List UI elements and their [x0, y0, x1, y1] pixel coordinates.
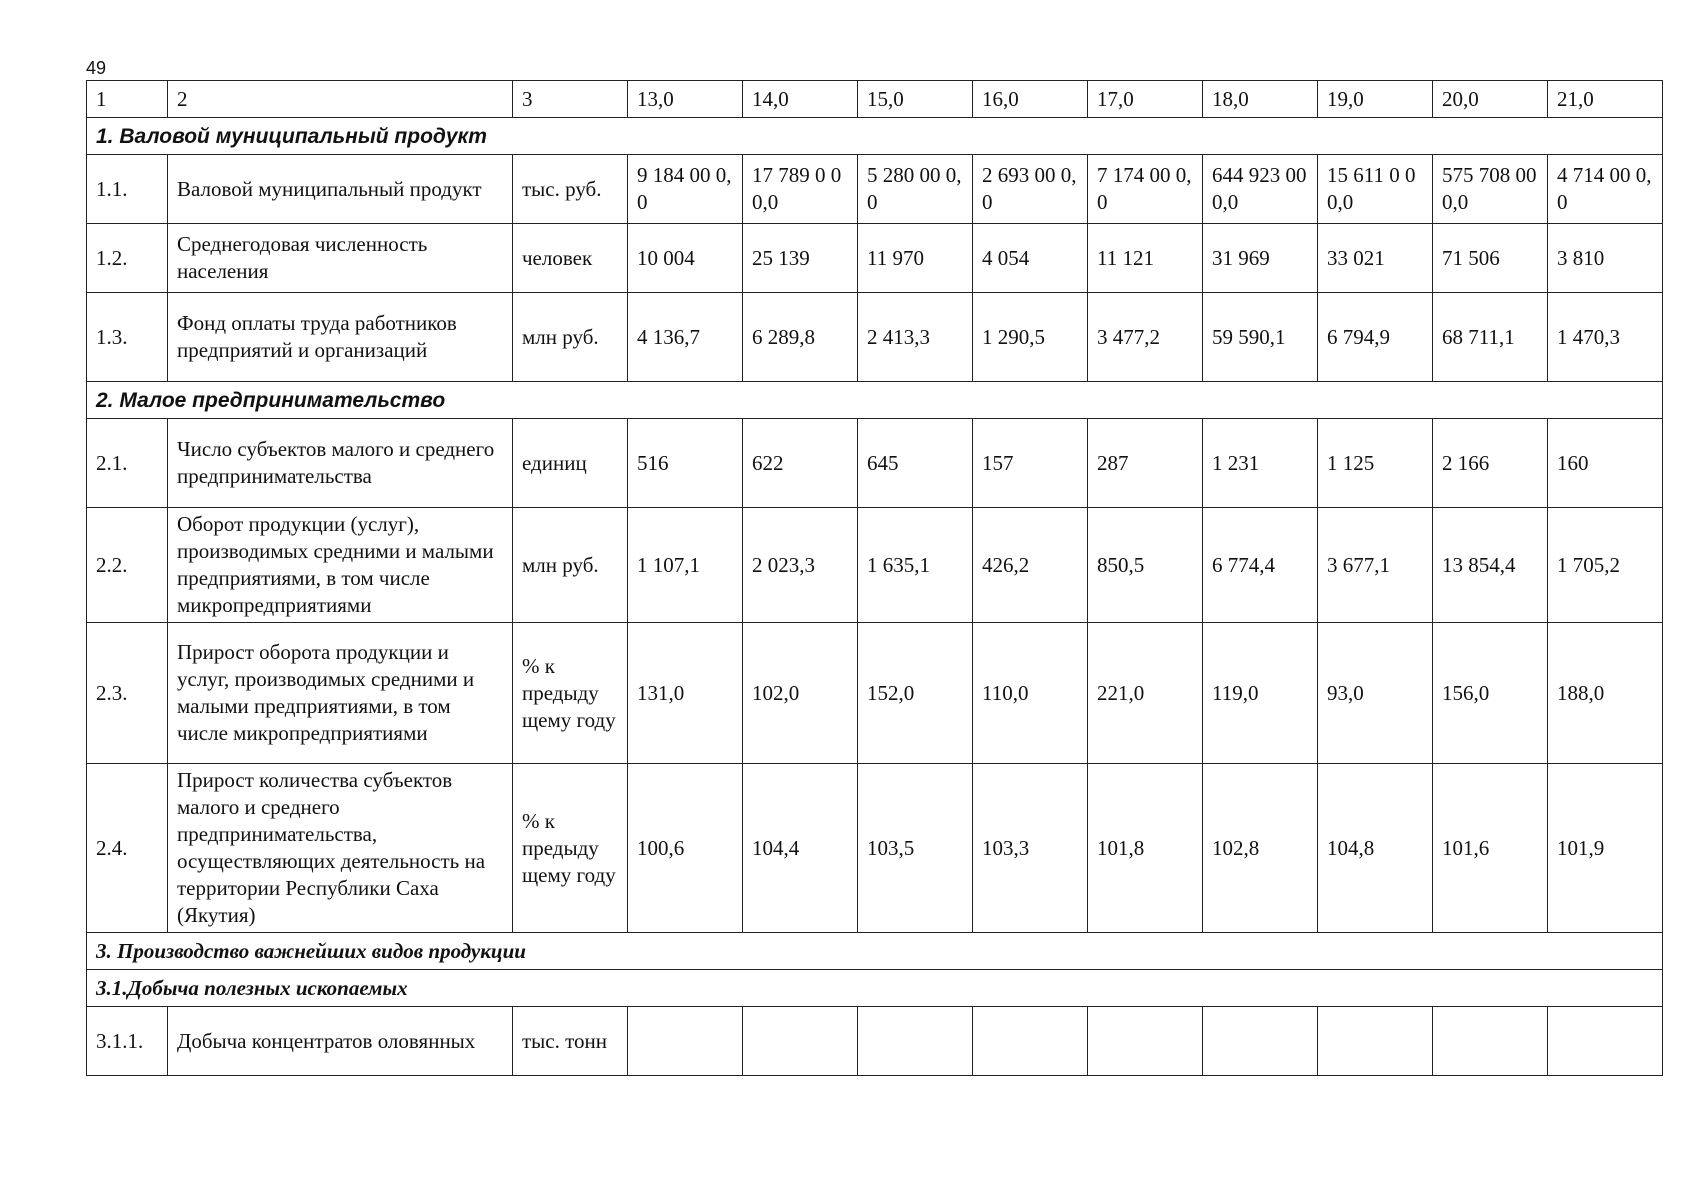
value-cell: 156,0	[1433, 623, 1548, 764]
indicator-name: Оборот продукции (услуг), производимых средними и малыми предприятиями, в том числе микропредприятиями	[168, 508, 513, 623]
value-cell: 15 611 0 00,0	[1318, 155, 1433, 224]
value-cell: 102,0	[743, 623, 858, 764]
indicator-name: Среднегодовая численность населения	[168, 224, 513, 293]
indicator-name: Прирост количества субъектов малого и среднего предпринимательства, осуществляющих деятельность на территории Республики Саха (Якутия)	[168, 764, 513, 933]
row-number: 2.2.	[87, 508, 168, 623]
indicator-name: Фонд оплаты труда работников предприятий и организаций	[168, 293, 513, 382]
section-title: 1. Валовой муниципальный продукт	[87, 118, 1663, 155]
value-cell: 9 184 00 0,0	[628, 155, 743, 224]
subsection-title: 3.1.Добыча полезных ископаемых	[87, 970, 1663, 1007]
unit-cell: человек	[513, 224, 628, 293]
header-cell: 1	[87, 81, 168, 118]
value-cell	[1548, 1007, 1663, 1076]
value-cell: 221,0	[1088, 623, 1203, 764]
value-cell: 2 413,3	[858, 293, 973, 382]
unit-cell: млн руб.	[513, 508, 628, 623]
value-cell: 6 794,9	[1318, 293, 1433, 382]
row-number: 2.3.	[87, 623, 168, 764]
row-number: 3.1.1.	[87, 1007, 168, 1076]
value-cell: 110,0	[973, 623, 1088, 764]
value-cell: 131,0	[628, 623, 743, 764]
value-cell: 101,6	[1433, 764, 1548, 933]
table-row	[87, 224, 1663, 293]
section-title: 2. Малое предпринимательство	[87, 382, 1663, 419]
indicator-name: Число субъектов малого и среднего предпринимательства	[168, 419, 513, 508]
value-cell: 850,5	[1088, 508, 1203, 623]
header-cell: 14,0	[743, 81, 858, 118]
value-cell: 7 174 00 0,0	[1088, 155, 1203, 224]
value-cell: 103,3	[973, 764, 1088, 933]
value-cell: 645	[858, 419, 973, 508]
value-cell: 1 107,1	[628, 508, 743, 623]
header-cell: 3	[513, 81, 628, 118]
value-cell: 68 711,1	[1433, 293, 1548, 382]
value-cell: 2 166	[1433, 419, 1548, 508]
value-cell: 188,0	[1548, 623, 1663, 764]
value-cell: 1 290,5	[973, 293, 1088, 382]
value-cell	[743, 1007, 858, 1076]
unit-cell: единиц	[513, 419, 628, 508]
value-cell: 426,2	[973, 508, 1088, 623]
value-cell: 13 854,4	[1433, 508, 1548, 623]
value-cell: 516	[628, 419, 743, 508]
value-cell: 3 810	[1548, 224, 1663, 293]
value-cell: 1 470,3	[1548, 293, 1663, 382]
value-cell: 160	[1548, 419, 1663, 508]
value-cell: 575 708 000,0	[1433, 155, 1548, 224]
row-number: 2.1.	[87, 419, 168, 508]
unit-cell: % к предыду щему году	[513, 764, 628, 933]
column-number-header-row	[87, 81, 1663, 118]
table-row	[87, 419, 1663, 508]
value-cell: 101,8	[1088, 764, 1203, 933]
row-number: 1.3.	[87, 293, 168, 382]
value-cell: 104,4	[743, 764, 858, 933]
value-cell: 11 970	[858, 224, 973, 293]
unit-cell: % к предыду щему году	[513, 623, 628, 764]
indicator-name: Валовой муниципальный продукт	[168, 155, 513, 224]
value-cell: 59 590,1	[1203, 293, 1318, 382]
value-cell: 152,0	[858, 623, 973, 764]
value-cell: 4 054	[973, 224, 1088, 293]
indicator-name: Добыча концентратов оловянных	[168, 1007, 513, 1076]
value-cell	[973, 1007, 1088, 1076]
value-cell: 93,0	[1318, 623, 1433, 764]
table-row	[87, 155, 1663, 224]
value-cell: 11 121	[1088, 224, 1203, 293]
header-cell: 13,0	[628, 81, 743, 118]
table-row	[87, 623, 1663, 764]
row-number: 1.1.	[87, 155, 168, 224]
value-cell: 1 635,1	[858, 508, 973, 623]
value-cell	[1088, 1007, 1203, 1076]
row-number: 2.4.	[87, 764, 168, 933]
value-cell: 1 231	[1203, 419, 1318, 508]
table-row	[87, 293, 1663, 382]
page-number: 49	[86, 58, 107, 78]
value-cell: 10 004	[628, 224, 743, 293]
indicator-name: Прирост оборота продукции и услуг, производимых средними и малыми предприятиями, в том числе микропредприятиями	[168, 623, 513, 764]
header-cell: 16,0	[973, 81, 1088, 118]
value-cell: 4 714 00 0,0	[1548, 155, 1663, 224]
value-cell	[1433, 1007, 1548, 1076]
value-cell	[628, 1007, 743, 1076]
value-cell: 1 705,2	[1548, 508, 1663, 623]
unit-cell: млн руб.	[513, 293, 628, 382]
value-cell: 157	[973, 419, 1088, 508]
section-row-mining	[87, 970, 1663, 1007]
value-cell: 6 289,8	[743, 293, 858, 382]
header-cell: 15,0	[858, 81, 973, 118]
value-cell: 100,6	[628, 764, 743, 933]
header-cell: 21,0	[1548, 81, 1663, 118]
value-cell: 71 506	[1433, 224, 1548, 293]
header-cell: 19,0	[1318, 81, 1433, 118]
value-cell: 101,9	[1548, 764, 1663, 933]
unit-cell: тыс. руб.	[513, 155, 628, 224]
header-cell: 20,0	[1433, 81, 1548, 118]
value-cell: 644 923 000,0	[1203, 155, 1318, 224]
table-row	[87, 764, 1663, 933]
value-cell: 622	[743, 419, 858, 508]
value-cell	[1318, 1007, 1433, 1076]
section-row-small-business	[87, 382, 1663, 419]
value-cell: 102,8	[1203, 764, 1318, 933]
section-row-production	[87, 933, 1663, 970]
value-cell: 1 125	[1318, 419, 1433, 508]
value-cell: 104,8	[1318, 764, 1433, 933]
section-title: 3. Производство важнейших видов продукции	[87, 933, 1663, 970]
value-cell: 3 677,1	[1318, 508, 1433, 623]
value-cell: 6 774,4	[1203, 508, 1318, 623]
table-row	[87, 1007, 1663, 1076]
value-cell: 31 969	[1203, 224, 1318, 293]
value-cell: 287	[1088, 419, 1203, 508]
indicators-table	[86, 80, 1663, 1076]
value-cell: 2 023,3	[743, 508, 858, 623]
value-cell: 5 280 00 0,0	[858, 155, 973, 224]
value-cell: 17 789 0 00,0	[743, 155, 858, 224]
table-row	[87, 508, 1663, 623]
value-cell: 25 139	[743, 224, 858, 293]
header-cell: 18,0	[1203, 81, 1318, 118]
header-cell: 2	[168, 81, 513, 118]
value-cell	[1203, 1007, 1318, 1076]
value-cell: 2 693 00 0,0	[973, 155, 1088, 224]
value-cell: 33 021	[1318, 224, 1433, 293]
section-row-gross-product	[87, 118, 1663, 155]
value-cell: 119,0	[1203, 623, 1318, 764]
value-cell	[858, 1007, 973, 1076]
value-cell: 103,5	[858, 764, 973, 933]
header-cell: 17,0	[1088, 81, 1203, 118]
row-number: 1.2.	[87, 224, 168, 293]
unit-cell: тыс. тонн	[513, 1007, 628, 1076]
value-cell: 3 477,2	[1088, 293, 1203, 382]
value-cell: 4 136,7	[628, 293, 743, 382]
